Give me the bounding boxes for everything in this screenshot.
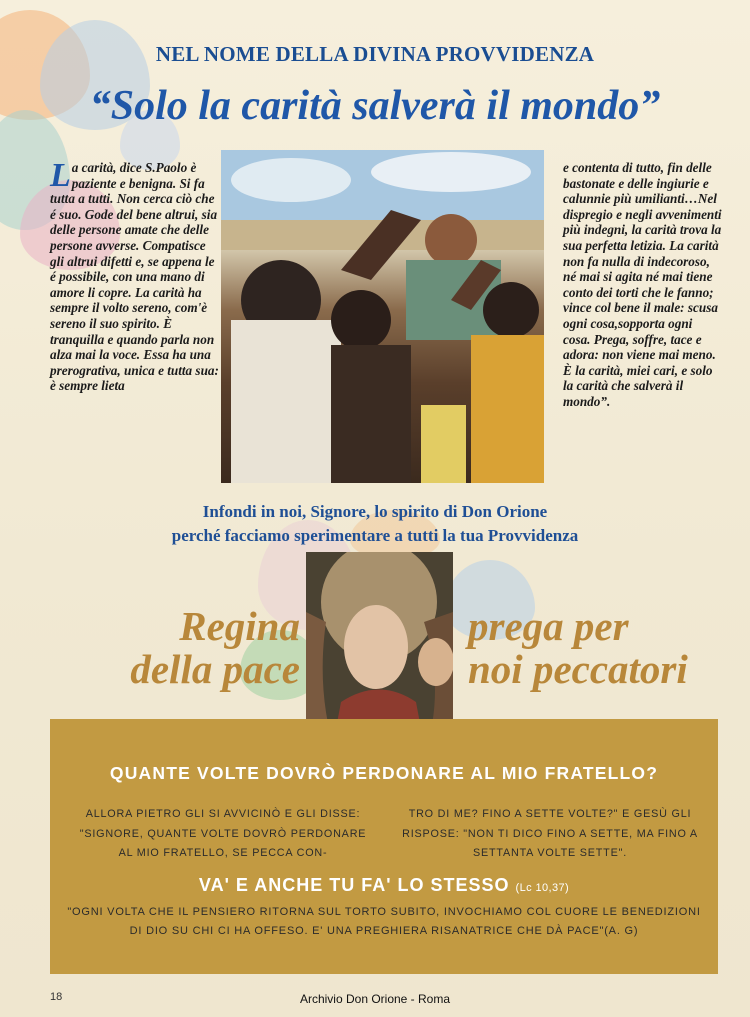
gospel-reference: (Lc 10,37) [515,882,570,894]
regina-line-2: della pace [130,646,300,692]
article-column-right: e contenta di tutto, fin delle bastonate e delle ingiurie e calunnie più umilianti…Nel dispregio e negli avvenimenti più indegni, la carità trova la sua perfetta letizia. La carità non fa nulla di indecoroso, né mai si agita né mai tiene conto dei torti che le fanno; vince col bene il male: scusa ogni cosa,sopporta ogni cosa. Prega, soffre, tace e adora: non viene mai meno. È la carità, miei cari, e solo la carità che salverà il mondo”. [563,160,722,409]
subtitle-text: VA' E ANCHE TU FA' LO STESSO [198,875,510,895]
prayer-text [0,500,750,548]
gospel-box-subtitle [50,875,718,896]
regina-heading-right [468,605,728,691]
crowd-photo [221,150,544,483]
crowd-photo-illustration [221,150,544,483]
gospel-text-left: ALLORA PIETRO GLI SI AVVICINÒ E GLI DISSE: "SIGNORE, QUANTE VOLTE DOVRÒ PERDONARE AL MIO FRATELLO, SE PECCA CON- [79,808,367,859]
regina-line-1: Regina [179,603,300,649]
regina-heading-left [80,605,300,691]
orione-quote: "OGNI VOLTA CHE IL PENSIERO RITORNA SUL TORTO SUBITO, INVOCHIAMO COL CUORE LE BENEDIZIONI DI DIO SU CHI CI HA OFFESO. E' UNA PREGHIERA RISANATRICE CHE DÀ PACE"(A. G) [67,906,701,937]
archive-credit: Archivio Don Orione - Roma [299,992,451,1006]
page-number: 18 [50,991,63,1003]
article-title: “Solo la carità salverà il mondo” [89,83,661,129]
article-column-left [50,157,220,394]
gospel-box-title: QUANTE VOLTE DOVRÒ PERDONARE AL MIO FRATELLO? [109,763,659,783]
regina-line-3: prega per [468,603,629,649]
drop-cap: L [50,157,71,194]
prayer-line-1: Infondi in noi, Signore, lo spirito di Don Orione [202,502,548,521]
regina-line-4: noi peccatori [468,646,688,692]
gospel-text-right: TRO DI ME? FINO A SETTE VOLTE?" E GESÙ GLI RISPOSE: "NON TI DICO FINO A SETTE, MA FINO A SETTANTA VOLTE SETTE". [402,808,698,859]
column-left-text: a carità, dice S.Paolo è paziente e benigna. Si fa tutta a tutti. Non cerca ciò che é suo. Gode del bene altrui, sia delle persone amate che delle persone avverse. Compatisce gli altrui difetti e, se appena le é possibile, con una mano di amore li copre. La carità ha sempre il volto sereno, com'è sereno il suo spirito. È tranquilla e quando parla non alza mai la voce. Essa ha una prerogrativa, unica e tutta sua: è sempre lieta [50,160,219,394]
gospel-box [50,719,718,974]
prayer-line-2: perché facciamo sperimentare a tutti la tua Provvidenza [171,526,579,545]
article-kicker: NEL NOME DELLA DIVINA PROVVIDENZA [155,42,595,66]
